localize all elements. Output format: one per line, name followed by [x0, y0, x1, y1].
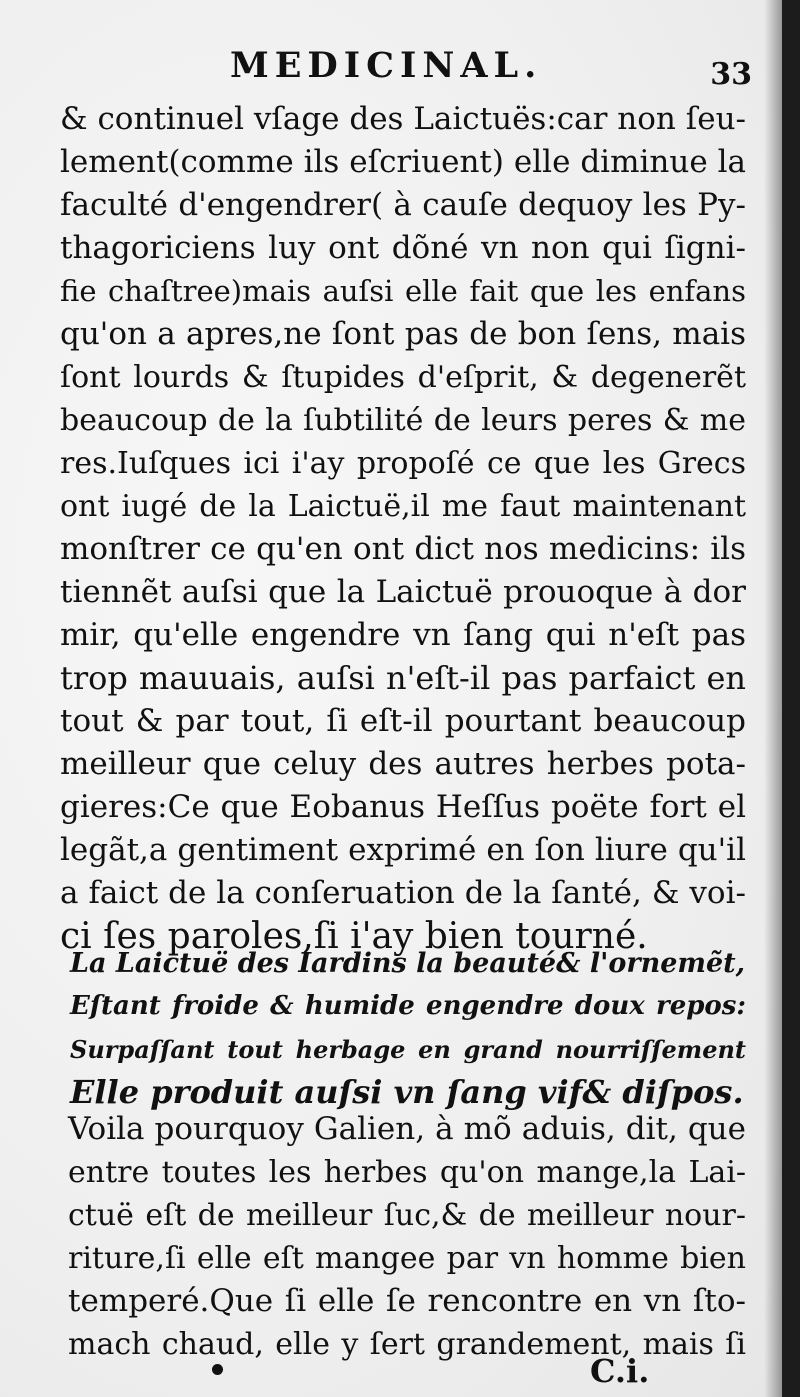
text-line: tiennẽt auſsi que la Laictuë prouoque à dor: [60, 574, 746, 610]
text-line: Voila pourquoy Galien, à mõ aduis, dit, que: [68, 1111, 746, 1147]
text-line: res.Iuſques ici i'ay propoſé ce que les Grecs: [60, 446, 746, 481]
text-line: mach chaud, elle y ſert grandement, mais ſi: [68, 1327, 746, 1362]
text-line: a faict de la conſeruation de la ſanté, & voi-: [60, 875, 746, 911]
text-line: entre toutes les herbes qu'on mange,la Lai-: [68, 1155, 746, 1190]
verse-line: Eſtant froide & humide engendre doux repos:: [70, 991, 746, 1021]
text-line: riture,ſi elle eſt mangee par vn homme bien: [68, 1241, 746, 1276]
verse-line: La Laictuë des Iardins la beauté& l'ornemẽt,: [70, 948, 746, 979]
text-line: ont iugé de la Laictuë,il me faut maintenant: [60, 489, 746, 524]
verse-line: Surpaſſant tout herbage en grand nourriſſement: [70, 1035, 746, 1064]
text-line: ci ſes paroles,ſi i'ay bien tourné.: [60, 916, 648, 957]
paragraph-1: [60, 98, 746, 958]
text-line: ſont lourds & ſtupides d'eſprit, & degenerẽt: [60, 360, 746, 395]
text-line: legãt,a gentiment exprimé en ſon liure qu'il: [60, 832, 746, 868]
text-line: fie chaſtree)mais auſsi elle fait que les enfans: [60, 274, 746, 308]
text-line: mir, qu'elle engendre vn ſang qui n'eſt pas: [60, 617, 746, 653]
verse-line: Elle produit auſsi vn ſang vif& diſpos.: [70, 1073, 744, 1111]
ink-dot: [212, 1364, 223, 1375]
signature-mark: C.i.: [590, 1352, 650, 1390]
text-line: temperé.Que ſi elle ſe rencontre en vn ſto-: [68, 1283, 746, 1319]
text-line: qu'on a apres,ne ſont pas de bon ſens, mais: [60, 316, 746, 352]
text-line: thagoriciens luy ont dõné vn non qui ſigni-: [60, 230, 746, 266]
page-number: 33: [710, 57, 752, 92]
text-line: trop mauuais, auſsi n'eſt-il pas parfaict en: [60, 659, 746, 697]
text-line: meilleur que celuy des autres herbes pota-: [60, 746, 746, 782]
text-line: faculté d'engendrer( à cauſe dequoy les Py-: [60, 187, 746, 223]
text-line: tout & par tout, ſi eſt-il pourtant beaucoup: [60, 703, 746, 739]
running-head: MEDICINAL.: [230, 45, 543, 86]
text-line: gieres:Ce que Eobanus Heſſus poëte fort el: [60, 789, 746, 825]
paragraph-2: [68, 1108, 746, 1366]
text-line: beaucoup de la ſubtilité de leurs peres & me: [60, 403, 746, 438]
page-edge-shadow: [764, 0, 782, 1397]
text-line: lement(comme ils eſcriuent) elle diminue la: [60, 144, 746, 180]
verse-quotation: [70, 942, 746, 1114]
text-line: ctuë eſt de meilleur ſuc,& de meilleur nour-: [68, 1198, 746, 1233]
text-line: monſtrer ce qu'en ont dict nos medicins: ils: [60, 531, 746, 567]
page-header: [0, 45, 782, 95]
text-line: & continuel vſage des Laictuës:car non ſeu-: [60, 101, 747, 137]
